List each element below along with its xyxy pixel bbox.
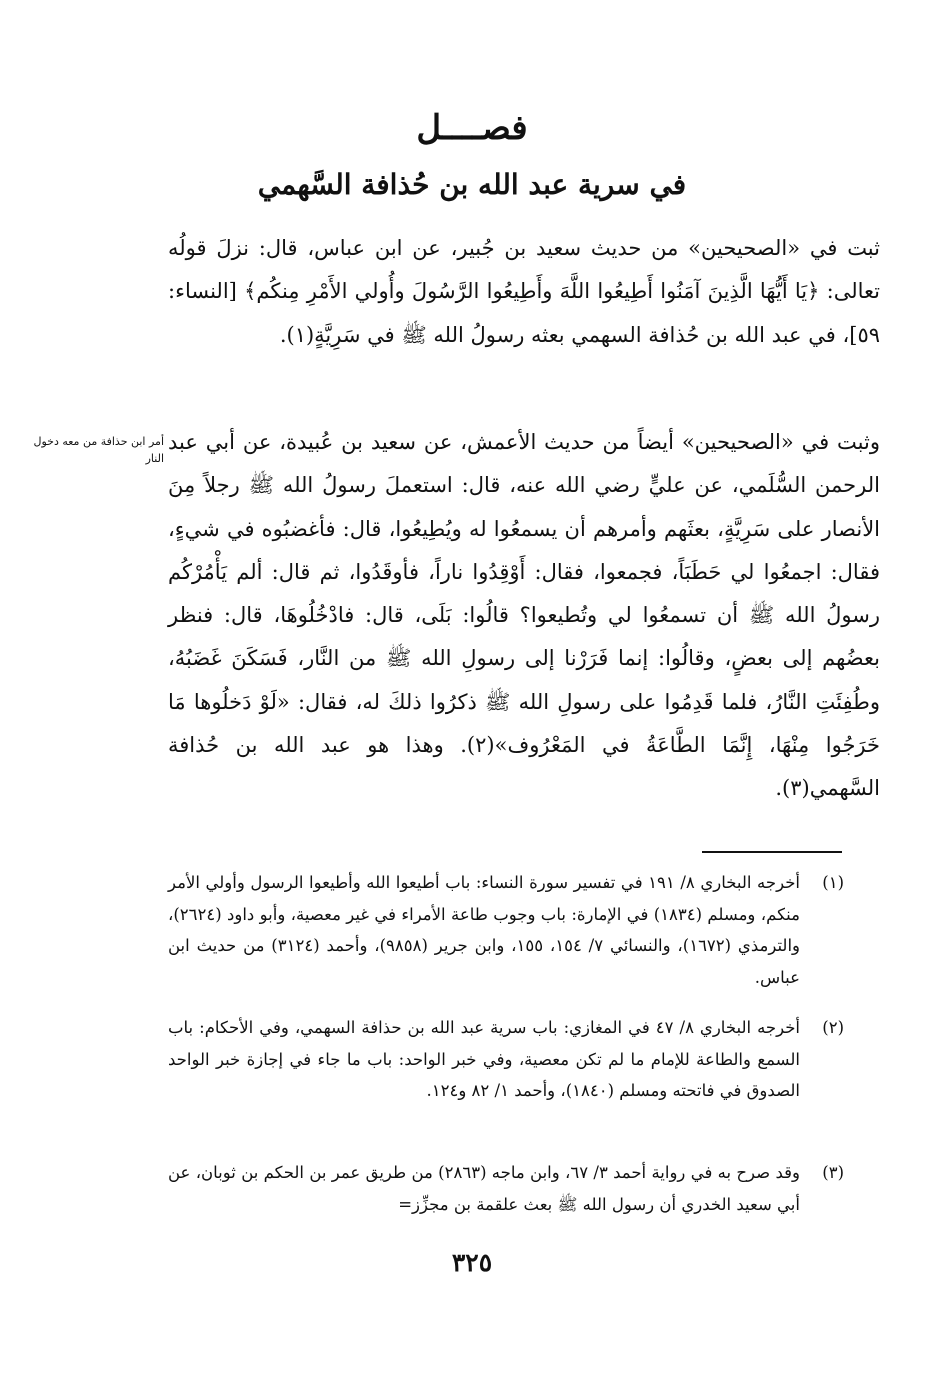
- footnote-text: أخرجه البخاري ٨/ ٤٧ في المغازي: باب سرية عبد الله بن حذافة السهمي، وفي الأحكام: باب السمع والطاعة للإمام ما لم تكن معصية، وفي خبر الواحد: باب ما جاء في إجازة خبر الواحد الصدوق في فاتحته ومسلم (١٨٤٠)، وأحمد ١/ ٨٢ و١٢٤.: [168, 1018, 801, 1100]
- page-number: ٣٢٥: [451, 1248, 493, 1277]
- chapter-label: فصــــل: [416, 108, 528, 148]
- footnote-text: أخرجه البخاري ٨/ ١٩١ في تفسير سورة النساء: باب أطيعوا الله وأطيعوا الرسول وأولي الأمر منكم، ومسلم (١٨٣٤) في الإمارة: باب وجوب طاعة الأمراء في غير معصية، وأبو داود (٢٦٢٤)، والترمذي (١٦٧٢)، والنسائي ٧/ ١٥٤، ١٥٥، وابن جرير (٩٨٥٨)، وأحمد (٣١٢٤) من حديث ابن عباس.: [168, 873, 801, 987]
- paragraph-1: ثبت في «الصحيحين» من حديث سعيد بن جُبير، عن ابن عباس، قال: نزلَ قولُه تعالى: ﴿يَا أَيُّهَا الَّذِينَ آمَنُوا أَطِيعُوا اللَّهَ وأَطِيعُوا الرَّسُولَ وأُولي الأَمْرِ مِنكُم﴾ [النساء: ٥٩]، في عبد الله بن حُذافة السهمي بعثه رسولُ الله ﷺ في سَرِيَّةٍ(١).: [168, 236, 880, 347]
- footnote-number: (١): [822, 873, 844, 892]
- paragraph-2: وثبت في «الصحيحين» أيضاً من حديث الأعمش، عن سعيد بن عُبيدة، عن أبي عبد الرحمن السُّلَمي، عن عليٍّ رضي الله عنه، قال: استعملَ رسولُ الله ﷺ رجلاً مِنَ الأنصار على سَرِيَّةٍ، بعثَهم وأمرهم أن يسمعُوا له ويُطِيعُوا، قال: فأغضبُوه في شيءٍ، فقال: اجمعُوا لي حَطَبَاً، فجمعوا، فقال: أَوْقِدُوا ناراً، فأوقَدُوا، ثم قال: ألم يَأْمُرْكُم رسولُ الله ﷺ أن تسمعُوا لي وتُطيعوا؟ قالُوا: بَلَى، قال: فادْخُلُوهَا، قال: فنظر بعضُهم إلى بعضٍ، وقالُوا: إنما فَرَرْنا إلى رسولِ الله ﷺ من النَّار، فَسَكَنَ غَضَبُهُ، وطُفِئَتِ النَّارُ، فلما قَدِمُوا على رسولِ الله ﷺ ذكرُوا ذلكَ له، فقال: «لَوْ دَخلُوها مَا خَرَجُوا مِنْهَا، إِنَّمَا الطَّاعَةُ في المَعْرُوف»(٢). وهذا هو عبد الله بن حُذافة السَّهمي(٣).: [168, 430, 880, 801]
- chapter-title: في سرية عبد الله بن حُذافة السَّهمي: [257, 168, 687, 201]
- footnote-number: (٢): [822, 1018, 844, 1037]
- footnote-divider: [702, 851, 842, 853]
- footnote-number: (٣): [822, 1163, 844, 1182]
- footnote-2: [168, 1012, 844, 1107]
- footnote-text: وقد صرح به في رواية أحمد ٣/ ٦٧، وابن ماجه (٢٨٦٣) من طريق عمر بن الحكم بن ثوبان، عن أبي سعيد الخدري أن رسول الله ﷺ بعث علقمة بن مجزِّز=: [168, 1163, 800, 1214]
- margin-note: أمر ابن حذافة من معه دخول النار: [33, 435, 164, 465]
- footnote-3: [168, 1157, 844, 1220]
- footnote-1: [168, 867, 844, 993]
